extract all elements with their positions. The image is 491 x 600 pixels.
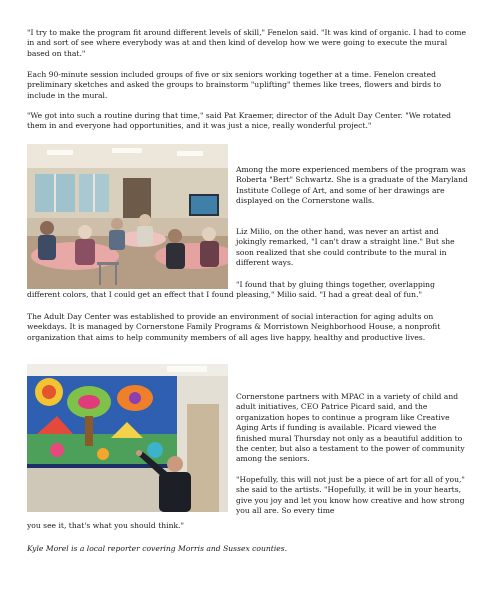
paragraph-picard-quote-start: "Hopefully, this will not just be a piece of art for all of you," she said to the artists. "Hopefully, it will be in your hearts, give you joy and let you know how creative and how strong you all are. So every time (236, 475, 465, 516)
paragraph-picard: Cornerstone partners with MPAC in a variety of child and adult initiatives, CEO Patrice Picard said, and the organization hopes to continue a program like Creative Aging Arts if funding is available. Picard viewed the finished mural Thursday not only as a beautiful addition to the center, but also a testament to the power of community among the seniors. (236, 392, 465, 464)
author-byline: Kyle Morel is a local reporter covering Morris and Sussex counties. (27, 544, 288, 553)
photo-mural (27, 364, 228, 512)
paragraph-adult-day-center: The Adult Day Center was established to provide an environment of social interaction for aging adults on weekdays. It is managed by Cornerstone Family Programs & Morristown Neighborhood House, a nonprofit organization that aims to help community members of all ages live happy, healthy and productive lives. (27, 312, 441, 342)
paragraph-schwartz: Among the more experienced members of the program was Roberta "Bert" Schwartz. She is a graduate of the Maryland Institute College of Art, and some of her drawings are displayed on the Cornerstone walls. (236, 165, 468, 206)
paragraph-fenelon-quote: "I try to make the program fit around different levels of skill," Fenelon said. "It was kind of organic. I had to come in and sort of see where everybody was at and then kind of develop how we were going to execute the mural based on that." (27, 28, 466, 58)
photo-seniors-at-tables-image (27, 144, 228, 289)
paragraph-picard-quote-end: you see it, that's what you should think." (27, 521, 184, 530)
paragraph-milio-quote-start: "I found that by gluing things together, overlapping (236, 280, 435, 289)
paragraph-milio-quote-end: different colors, that I could get an effect that I found pleasing," Milio said. "I had a great deal of fun." (27, 290, 422, 299)
photo-mural-image (27, 364, 228, 512)
paragraph-kraemer-quote: "We got into such a routine during that time," said Pat Kraemer, director of the Adult Day Center. "We rotated them in and everyone had opportunities, and it was just a nice, really wonderful project." (27, 111, 452, 131)
paragraph-milio: Liz Milio, on the other hand, was never an artist and jokingly remarked, "I can't draw a straight line." But she soon realized that she could contribute to the mural in different ways. (236, 227, 455, 268)
paragraph-sessions: Each 90-minute session included groups of five or six seniors working together at a time. Fenelon created preliminary sketches and asked the groups to brainstorm "uplifting" themes like trees, flowers and birds to include in the mural. (27, 70, 442, 100)
photo-seniors-at-tables (27, 144, 228, 289)
